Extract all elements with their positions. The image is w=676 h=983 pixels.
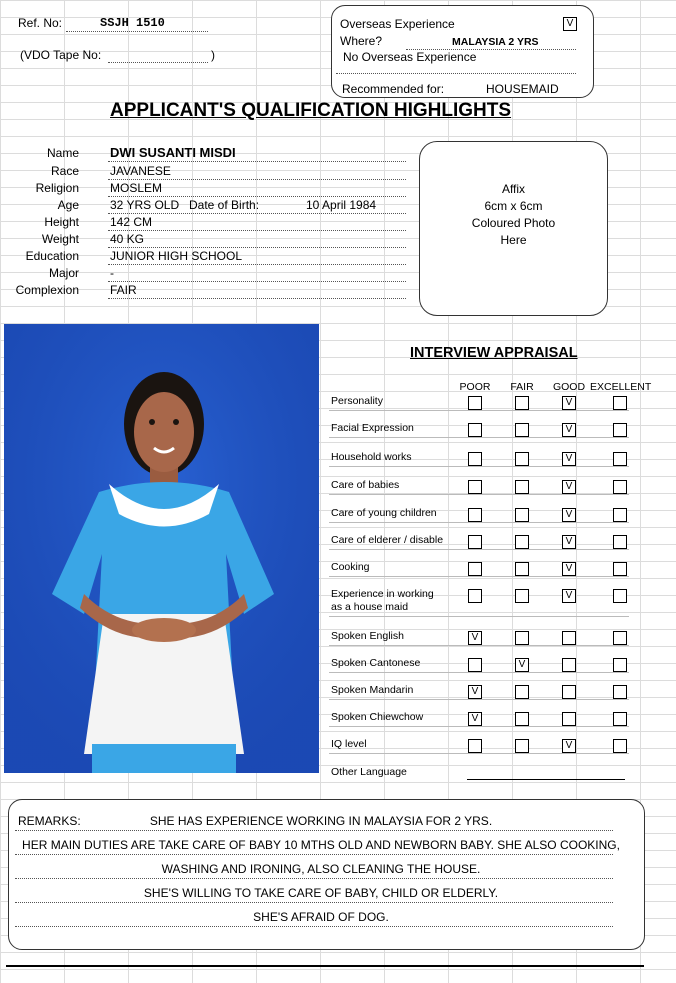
rating-checkbox-fair[interactable] (515, 480, 529, 494)
recommended-value: HOUSEMAID (486, 82, 559, 96)
rating-checkbox-good[interactable] (562, 685, 576, 699)
photo-placeholder-box (419, 141, 608, 316)
major-value: - (110, 266, 114, 280)
rating-checkbox-fair[interactable] (515, 685, 529, 699)
vdo-close: ) (211, 48, 215, 62)
appraisal-row-label: Spoken Mandarin (331, 684, 414, 696)
appraisal-row-label: IQ level (331, 738, 367, 750)
remarks-box (8, 799, 645, 950)
rating-checkbox-good[interactable]: V (562, 508, 576, 522)
rating-checkbox-poor[interactable] (468, 508, 482, 522)
rating-checkbox-excellent[interactable] (613, 685, 627, 699)
rating-checkbox-good[interactable]: V (562, 452, 576, 466)
age-value: 32 YRS OLD (110, 198, 180, 212)
remarks-label: REMARKS: (18, 814, 81, 828)
appraisal-row-rule (329, 494, 629, 495)
height-value: 142 CM (110, 215, 153, 229)
appraisal-row-label: Spoken English (331, 630, 404, 642)
rating-checkbox-good[interactable]: V (562, 589, 576, 603)
ref-value: SSJH 1510 (100, 16, 165, 30)
dob-label: Date of Birth: (189, 198, 260, 212)
overseas-box (331, 5, 594, 98)
rating-checkbox-fair[interactable] (515, 739, 529, 753)
where-value: MALAYSIA 2 YRS (452, 36, 539, 48)
appraisal-row-rule (329, 437, 629, 438)
rating-checkbox-good[interactable]: V (562, 562, 576, 576)
appraisal-row-label: Experience in working (331, 588, 434, 600)
rating-checkbox-good[interactable]: V (562, 739, 576, 753)
col-good: GOOD (552, 381, 586, 393)
overseas-exp-checkbox[interactable]: V (563, 17, 577, 31)
name-value: DWI SUSANTI MISDI (110, 145, 236, 160)
no-overseas-label: No Overseas Experience (343, 50, 477, 64)
rating-checkbox-fair[interactable] (515, 562, 529, 576)
rating-checkbox-poor[interactable] (468, 535, 482, 549)
col-excellent: EXCELLENT (590, 381, 652, 393)
remark-line-2: HER MAIN DUTIES ARE TAKE CARE OF BABY 10 MTHS OLD AND NEWBORN BABY. SHE ALSO COOKING, (22, 838, 620, 852)
rating-checkbox-excellent[interactable] (613, 423, 627, 437)
photo-box-line1: Affix (501, 182, 526, 196)
rating-checkbox-good[interactable]: V (562, 423, 576, 437)
rating-checkbox-fair[interactable] (515, 396, 529, 410)
rating-checkbox-excellent[interactable] (613, 535, 627, 549)
appraisal-row-label: Care of babies (331, 479, 400, 491)
rating-checkbox-good[interactable]: V (562, 535, 576, 549)
col-poor: POOR (459, 381, 491, 393)
rating-checkbox-poor[interactable]: V (468, 685, 482, 699)
rating-checkbox-excellent[interactable] (613, 562, 627, 576)
name-label: Name (46, 146, 79, 160)
rating-checkbox-poor[interactable]: V (468, 631, 482, 645)
rating-checkbox-good[interactable] (562, 658, 576, 672)
rating-checkbox-excellent[interactable] (613, 589, 627, 603)
remark-line-3: WASHING AND IRONING, ALSO CLEANING THE HOUSE. (161, 862, 481, 876)
appraisal-row-label: Household works (331, 451, 412, 463)
rating-checkbox-good[interactable] (562, 712, 576, 726)
remark-line-5: SHE'S AFRAID OF DOG. (253, 910, 389, 924)
rating-checkbox-poor[interactable] (468, 658, 482, 672)
other-language-line (467, 779, 625, 780)
remark-line-4: SHE'S WILLING TO TAKE CARE OF BABY, CHILD OR ELDERLY. (143, 886, 499, 900)
rating-checkbox-poor[interactable] (468, 396, 482, 410)
applicant-photo (4, 324, 319, 773)
appraisal-row-rule (329, 616, 629, 617)
complexion-label: Complexion (15, 283, 79, 297)
appraisal-row-label: Care of young children (331, 507, 437, 519)
education-value: JUNIOR HIGH SCHOOL (110, 249, 243, 263)
rating-checkbox-excellent[interactable] (613, 739, 627, 753)
appraisal-row-label: Personality (331, 395, 383, 407)
rating-checkbox-fair[interactable] (515, 508, 529, 522)
photo-box-line4: Here (500, 233, 527, 247)
weight-label: Weight (41, 232, 79, 246)
photo-box-line3: Coloured Photo (471, 216, 556, 230)
appraisal-row-label-2: as a house maid (331, 601, 409, 613)
appraisal-row-label: Spoken Chiewchow (331, 711, 424, 723)
religion-value: MOSLEM (110, 181, 163, 195)
bottom-rule (6, 965, 644, 967)
appraisal-row-rule (329, 522, 629, 523)
rating-checkbox-fair[interactable] (515, 452, 529, 466)
appraisal-title: INTERVIEW APPRAISAL (410, 345, 578, 361)
education-label: Education (25, 249, 79, 263)
height-label: Height (44, 215, 79, 229)
rating-checkbox-poor[interactable] (468, 562, 482, 576)
appraisal-row-label: Facial Expression (331, 422, 414, 434)
religion-label: Religion (35, 181, 79, 195)
page-title: APPLICANT'S QUALIFICATION HIGHLIGHTS (110, 100, 512, 121)
other-language-label: Other Language (331, 766, 407, 778)
race-label: Race (50, 164, 79, 178)
appraisal-row-rule (329, 699, 629, 700)
appraisal-row-rule (329, 645, 629, 646)
major-label: Major (48, 266, 79, 280)
rating-checkbox-good[interactable]: V (562, 480, 576, 494)
rating-checkbox-poor[interactable] (468, 589, 482, 603)
rating-checkbox-excellent[interactable] (613, 508, 627, 522)
rating-checkbox-excellent[interactable] (613, 396, 627, 410)
rating-checkbox-excellent[interactable] (613, 658, 627, 672)
rating-checkbox-good[interactable] (562, 631, 576, 645)
rating-checkbox-fair[interactable] (515, 712, 529, 726)
dob-value: 10 April 1984 (306, 198, 377, 212)
appraisal-row-rule (329, 410, 629, 411)
appraisal-row-rule (329, 549, 629, 550)
rating-checkbox-fair[interactable] (515, 423, 529, 437)
appraisal-row-rule (329, 753, 629, 754)
appraisal-row-label: Cooking (331, 561, 370, 573)
rating-checkbox-excellent[interactable] (613, 712, 627, 726)
rating-checkbox-fair[interactable]: V (515, 658, 529, 672)
where-label: Where? (340, 34, 383, 48)
rating-checkbox-poor[interactable] (468, 480, 482, 494)
photo-box-line2: 6cm x 6cm (484, 199, 543, 213)
complexion-value: FAIR (110, 283, 137, 297)
col-fair: FAIR (510, 381, 534, 393)
rating-checkbox-excellent[interactable] (613, 452, 627, 466)
appraisal-row-label: Care of elderer / disable (331, 534, 444, 546)
rating-checkbox-poor[interactable] (468, 423, 482, 437)
rating-checkbox-excellent[interactable] (613, 480, 627, 494)
overseas-exp-label: Overseas Experience (340, 17, 455, 31)
rating-checkbox-poor[interactable]: V (468, 712, 482, 726)
rating-checkbox-poor[interactable] (468, 452, 482, 466)
race-value: JAVANESE (110, 164, 171, 178)
rating-checkbox-fair[interactable] (515, 631, 529, 645)
rating-checkbox-excellent[interactable] (613, 631, 627, 645)
vdo-label: (VDO Tape No: (20, 48, 102, 62)
appraisal-row-rule (329, 672, 629, 673)
rating-checkbox-good[interactable]: V (562, 396, 576, 410)
appraisal-row-rule (329, 726, 629, 727)
rating-checkbox-poor[interactable] (468, 739, 482, 753)
appraisal-row-rule (329, 466, 629, 467)
age-label: Age (57, 198, 79, 212)
ref-label: Ref. No: (18, 16, 63, 30)
rating-checkbox-fair[interactable] (515, 589, 529, 603)
recommended-label: Recommended for: (342, 82, 445, 96)
remark-line-1: SHE HAS EXPERIENCE WORKING IN MALAYSIA FOR 2 YRS. (149, 814, 493, 828)
appraisal-row-label: Spoken Cantonese (331, 657, 421, 669)
rating-checkbox-fair[interactable] (515, 535, 529, 549)
weight-value: 40 KG (110, 232, 145, 246)
appraisal-row-rule (329, 576, 629, 577)
